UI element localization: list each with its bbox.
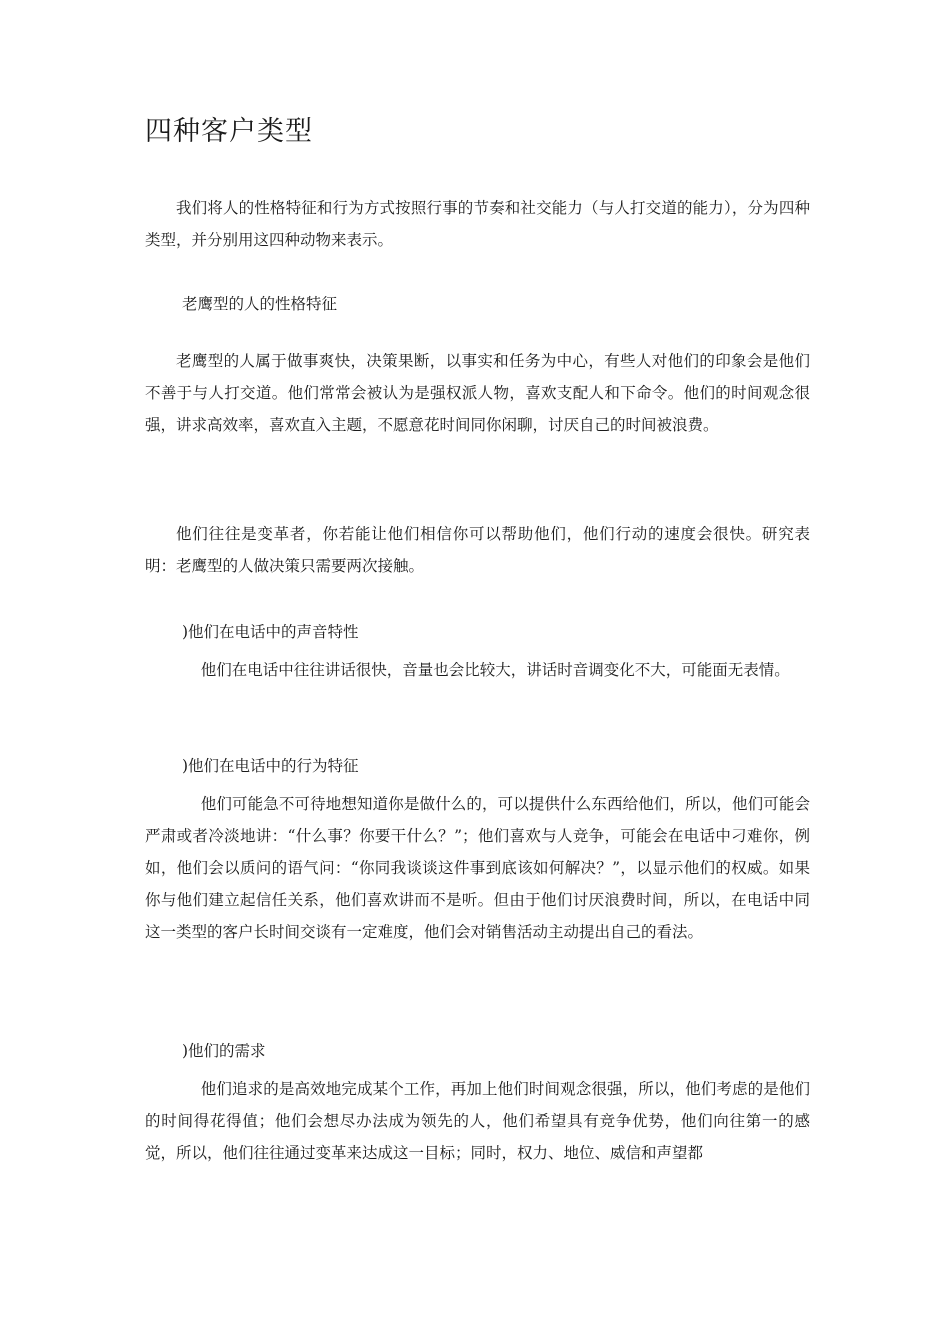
eagle-section-heading: 老鹰型的人的性格特征 xyxy=(182,295,338,313)
eagle-paragraph-2: 他们往往是变革者，你若能让他们相信你可以帮助他们，他们行动的速度会很快。研究表明：老鹰型的人做决策只需要两次接触。 xyxy=(145,525,810,575)
behavior-heading: )他们在电话中的行为特征 xyxy=(182,757,359,775)
behavior-paragraph: 他们可能急不可待地想知道你是做什么的，可以提供什么东西给他们，所以，他们可能会严肃或者冷淡地讲：“什么事？你要干什么？”；他们喜欢与人竞争，可能会在电话中刁难你，例如，他们会以质问的语气问：“你同我谈谈这件事到底该如何解决？”，以显示他们的权威。如果你与他们建立起信任关系，他们喜欢讲而不是听。但由于他们讨厌浪费时间，所以，在电话中同这一类型的客户长时间交谈有一定难度，他们会对销售活动主动提出自己的看法。 xyxy=(145,795,810,941)
voice-heading: )他们在电话中的声音特性 xyxy=(182,623,359,641)
voice-paragraph: 他们在电话中往往讲话很快，音量也会比较大，讲话时音调变化不大，可能面无表情。 xyxy=(200,661,790,679)
needs-heading: )他们的需求 xyxy=(182,1042,266,1060)
intro-paragraph: 我们将人的性格特征和行为方式按照行事的节奏和社交能力（与人打交道的能力），分为四种类型，并分别用这四种动物来表示。 xyxy=(145,199,810,249)
eagle-paragraph-1: 老鹰型的人属于做事爽快，决策果断，以事实和任务为中心，有些人对他们的印象会是他们不善于与人打交道。他们常常会被认为是强权派人物，喜欢支配人和下命令。他们的时间观念很强，讲求高效率，喜欢直入主题，不愿意花时间同你闲聊，讨厌自己的时间被浪费。 xyxy=(145,352,810,434)
needs-paragraph: 他们追求的是高效地完成某个工作，再加上他们时间观念很强，所以，他们考虑的是他们的时间得花得值；他们会想尽办法成为领先的人，他们希望具有竞争优势，他们向往第一的感觉，所以，他们往往通过变革来达成这一目标；同时，权力、地位、威信和声望都 xyxy=(145,1080,810,1162)
document-title: 四种客户类型 xyxy=(145,116,313,147)
